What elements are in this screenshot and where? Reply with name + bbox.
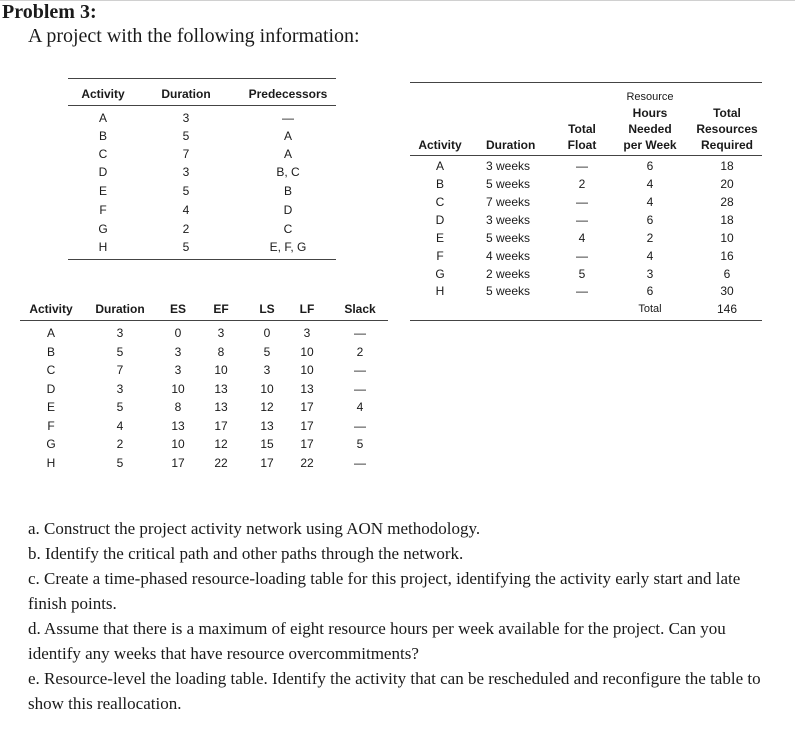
table-cell: 10 bbox=[214, 363, 228, 377]
table-cell: 6 bbox=[646, 159, 654, 173]
table-cell: 13 bbox=[171, 419, 185, 433]
table-cell: 12 bbox=[260, 400, 274, 414]
table-cell: D bbox=[98, 165, 108, 179]
table-cell: 0 bbox=[174, 326, 182, 340]
table-cell: 13 bbox=[300, 382, 314, 396]
question-b: b. Identify the critical path and other paths through the network. bbox=[28, 544, 464, 563]
table-cell: B bbox=[46, 345, 55, 359]
table-rule bbox=[68, 259, 336, 260]
table-cell: E bbox=[98, 184, 107, 198]
table-cell: 7 weeks bbox=[486, 195, 531, 209]
table-rule bbox=[68, 78, 336, 79]
table-cell: C bbox=[435, 195, 445, 209]
table-cell: 2 bbox=[646, 231, 654, 245]
column-header-es: ES bbox=[169, 302, 186, 316]
table-cell: 10 bbox=[171, 382, 185, 396]
column-header-activity: Activity bbox=[81, 87, 125, 101]
table-cell: 18 bbox=[720, 213, 734, 227]
table-cell: 20 bbox=[720, 177, 734, 191]
table-cell: 2 bbox=[356, 345, 364, 359]
table-cell: 13 bbox=[214, 400, 228, 414]
table-cell: A bbox=[46, 326, 55, 340]
table-cell: B bbox=[283, 184, 292, 198]
table-cell: 10 bbox=[260, 382, 274, 396]
table-cell: 17 bbox=[214, 419, 228, 433]
table-cell: 2 bbox=[182, 222, 190, 236]
table-cell: 18 bbox=[720, 159, 734, 173]
table-cell: H bbox=[435, 284, 445, 298]
column-header-total-resources-line2: Resources bbox=[696, 122, 758, 136]
table-cell: A bbox=[283, 147, 292, 161]
question-c: c. Create a time-phased resource-loading table for this project, identifying the activity early start and late finish points. bbox=[28, 569, 741, 613]
table-cell: A bbox=[435, 159, 444, 173]
table-cell: 4 bbox=[356, 400, 364, 414]
column-header-activity: Activity bbox=[29, 302, 73, 316]
column-header-predecessors: Predecessors bbox=[248, 87, 328, 101]
table-cell: G bbox=[46, 437, 56, 451]
table-cell: 4 bbox=[182, 203, 190, 217]
table-cell: 5 bbox=[263, 345, 271, 359]
table-cell: — bbox=[354, 363, 366, 377]
table-cell: 5 bbox=[116, 400, 124, 414]
table-cell: 17 bbox=[300, 400, 314, 414]
table-rule bbox=[68, 105, 336, 106]
table-cell: 10 bbox=[720, 231, 734, 245]
column-header-total-float-line1: Total bbox=[568, 122, 596, 136]
table-cell: D bbox=[283, 203, 293, 217]
table-cell: C bbox=[283, 222, 293, 236]
table-cell: D bbox=[46, 382, 56, 396]
table-cell: — bbox=[576, 284, 588, 298]
table-cell: 16 bbox=[720, 249, 734, 263]
table-cell: 28 bbox=[720, 195, 734, 209]
table-rule bbox=[410, 320, 762, 321]
table-cell: 15 bbox=[260, 437, 274, 451]
table-cell: 3 bbox=[182, 165, 190, 179]
table-cell: 5 weeks bbox=[486, 284, 531, 298]
table-cell: — bbox=[354, 382, 366, 396]
table-cell: 4 weeks bbox=[486, 249, 531, 263]
table-cell: 3 bbox=[217, 326, 225, 340]
column-header-ls: LS bbox=[259, 302, 275, 316]
table-cell: 0 bbox=[263, 326, 271, 340]
table-cell: — bbox=[282, 111, 294, 125]
table-cell: 3 bbox=[116, 382, 124, 396]
table-cell: 4 bbox=[646, 249, 654, 263]
table-cell: 3 weeks bbox=[486, 159, 531, 173]
table-cell: 3 bbox=[174, 345, 182, 359]
column-header-total-resources-line1: Total bbox=[713, 106, 741, 120]
column-header-ef: EF bbox=[213, 302, 229, 316]
column-header-total-resources-line3: Required bbox=[700, 138, 753, 152]
table-cell: 3 bbox=[182, 111, 190, 125]
column-header-total-float-line2: Float bbox=[567, 138, 597, 152]
table-cell: 8 bbox=[174, 400, 182, 414]
table-cell: 8 bbox=[217, 345, 225, 359]
table-cell: 5 bbox=[182, 184, 190, 198]
table-cell: — bbox=[576, 249, 588, 263]
table-cell: A bbox=[98, 111, 107, 125]
table-cell: 4 bbox=[646, 195, 654, 209]
table-cell: 10 bbox=[171, 437, 185, 451]
column-header-resource-hours-line4: per Week bbox=[623, 138, 677, 152]
table-rule bbox=[20, 320, 388, 321]
top-divider bbox=[0, 0, 795, 1]
question-e: e. Resource-level the loading table. Identify the activity that can be rescheduled and reconfigure the table to show this reallocation. bbox=[28, 669, 761, 713]
problem-intro: A project with the following information: bbox=[28, 25, 360, 47]
table-cell: 17 bbox=[300, 437, 314, 451]
table-cell: G bbox=[98, 222, 108, 236]
table-rule bbox=[410, 82, 762, 83]
table-cell: 5 bbox=[356, 437, 364, 451]
column-header-slack: Slack bbox=[344, 302, 376, 316]
table-cell: H bbox=[46, 456, 56, 470]
table-cell: 22 bbox=[214, 456, 228, 470]
question-a: a. Construct the project activity network using AON methodology. bbox=[28, 519, 481, 538]
table-cell: 5 bbox=[578, 267, 586, 281]
table-cell: 2 bbox=[578, 177, 586, 191]
table-cell: 5 bbox=[182, 240, 190, 254]
table-cell: 17 bbox=[300, 419, 314, 433]
table-cell: 12 bbox=[214, 437, 228, 451]
table-cell: 3 bbox=[263, 363, 271, 377]
table-cell: — bbox=[354, 419, 366, 433]
column-header-resource-hours-line1: Resource bbox=[626, 91, 674, 103]
column-header-duration: Duration bbox=[486, 138, 536, 152]
column-header-duration: Duration bbox=[161, 87, 211, 101]
table-cell: 4 bbox=[646, 177, 654, 191]
table-cell: B, C bbox=[276, 165, 300, 179]
column-header-resource-hours-line2: Hours bbox=[632, 106, 668, 120]
problem-title: Problem 3: bbox=[2, 1, 97, 23]
column-header-lf: LF bbox=[299, 302, 315, 316]
table-cell: E bbox=[435, 231, 444, 245]
table-cell: F bbox=[47, 419, 55, 433]
table-cell: 5 bbox=[116, 345, 124, 359]
table-cell: A bbox=[283, 129, 292, 143]
total-value: 146 bbox=[716, 302, 738, 316]
table-cell: 17 bbox=[260, 456, 274, 470]
table-cell: — bbox=[354, 326, 366, 340]
total-label: Total bbox=[638, 303, 662, 315]
table-cell: B bbox=[98, 129, 107, 143]
table-cell: 10 bbox=[300, 345, 314, 359]
table-cell: F bbox=[436, 249, 444, 263]
table-cell: E, F, G bbox=[269, 240, 307, 254]
table-cell: H bbox=[98, 240, 108, 254]
table-cell: 6 bbox=[723, 267, 731, 281]
table-cell: F bbox=[99, 203, 107, 217]
table-cell: 4 bbox=[116, 419, 124, 433]
table-cell: 4 bbox=[578, 231, 586, 245]
table-cell: 3 bbox=[116, 326, 124, 340]
table-cell: 6 bbox=[646, 284, 654, 298]
table-cell: — bbox=[354, 456, 366, 470]
table-cell: 3 bbox=[646, 267, 654, 281]
table-cell: 3 bbox=[174, 363, 182, 377]
question-d: d. Assume that there is a maximum of eight resource hours per week available for the project. Can you identify any weeks that have resource overcommitments? bbox=[28, 619, 726, 663]
table-cell: 2 weeks bbox=[486, 267, 531, 281]
column-header-resource-hours-line3: Needed bbox=[628, 122, 672, 136]
question-list bbox=[28, 516, 768, 716]
table-cell: — bbox=[576, 195, 588, 209]
table-cell: B bbox=[435, 177, 444, 191]
table-cell: 13 bbox=[214, 382, 228, 396]
table-cell: 5 weeks bbox=[486, 177, 531, 191]
table-cell: 7 bbox=[182, 147, 190, 161]
table-cell: 6 bbox=[646, 213, 654, 227]
column-header-duration: Duration bbox=[95, 302, 145, 316]
table-cell: 5 bbox=[116, 456, 124, 470]
table-cell: — bbox=[576, 159, 588, 173]
table-cell: 30 bbox=[720, 284, 734, 298]
table-cell: — bbox=[576, 213, 588, 227]
table-cell: 5 weeks bbox=[486, 231, 531, 245]
table-cell: E bbox=[46, 400, 55, 414]
table-cell: 17 bbox=[171, 456, 185, 470]
table-cell: 3 bbox=[303, 326, 311, 340]
table-rule bbox=[410, 155, 762, 156]
table-cell: C bbox=[46, 363, 56, 377]
table-cell: D bbox=[435, 213, 445, 227]
table-cell: 7 bbox=[116, 363, 124, 377]
table-cell: 2 bbox=[116, 437, 124, 451]
table-cell: 5 bbox=[182, 129, 190, 143]
table-cell: 22 bbox=[300, 456, 314, 470]
table-cell: C bbox=[98, 147, 108, 161]
table-cell: 13 bbox=[260, 419, 274, 433]
table-cell: 3 weeks bbox=[486, 213, 531, 227]
column-header-activity: Activity bbox=[418, 138, 462, 152]
table-cell: 10 bbox=[300, 363, 314, 377]
table-cell: G bbox=[435, 267, 445, 281]
